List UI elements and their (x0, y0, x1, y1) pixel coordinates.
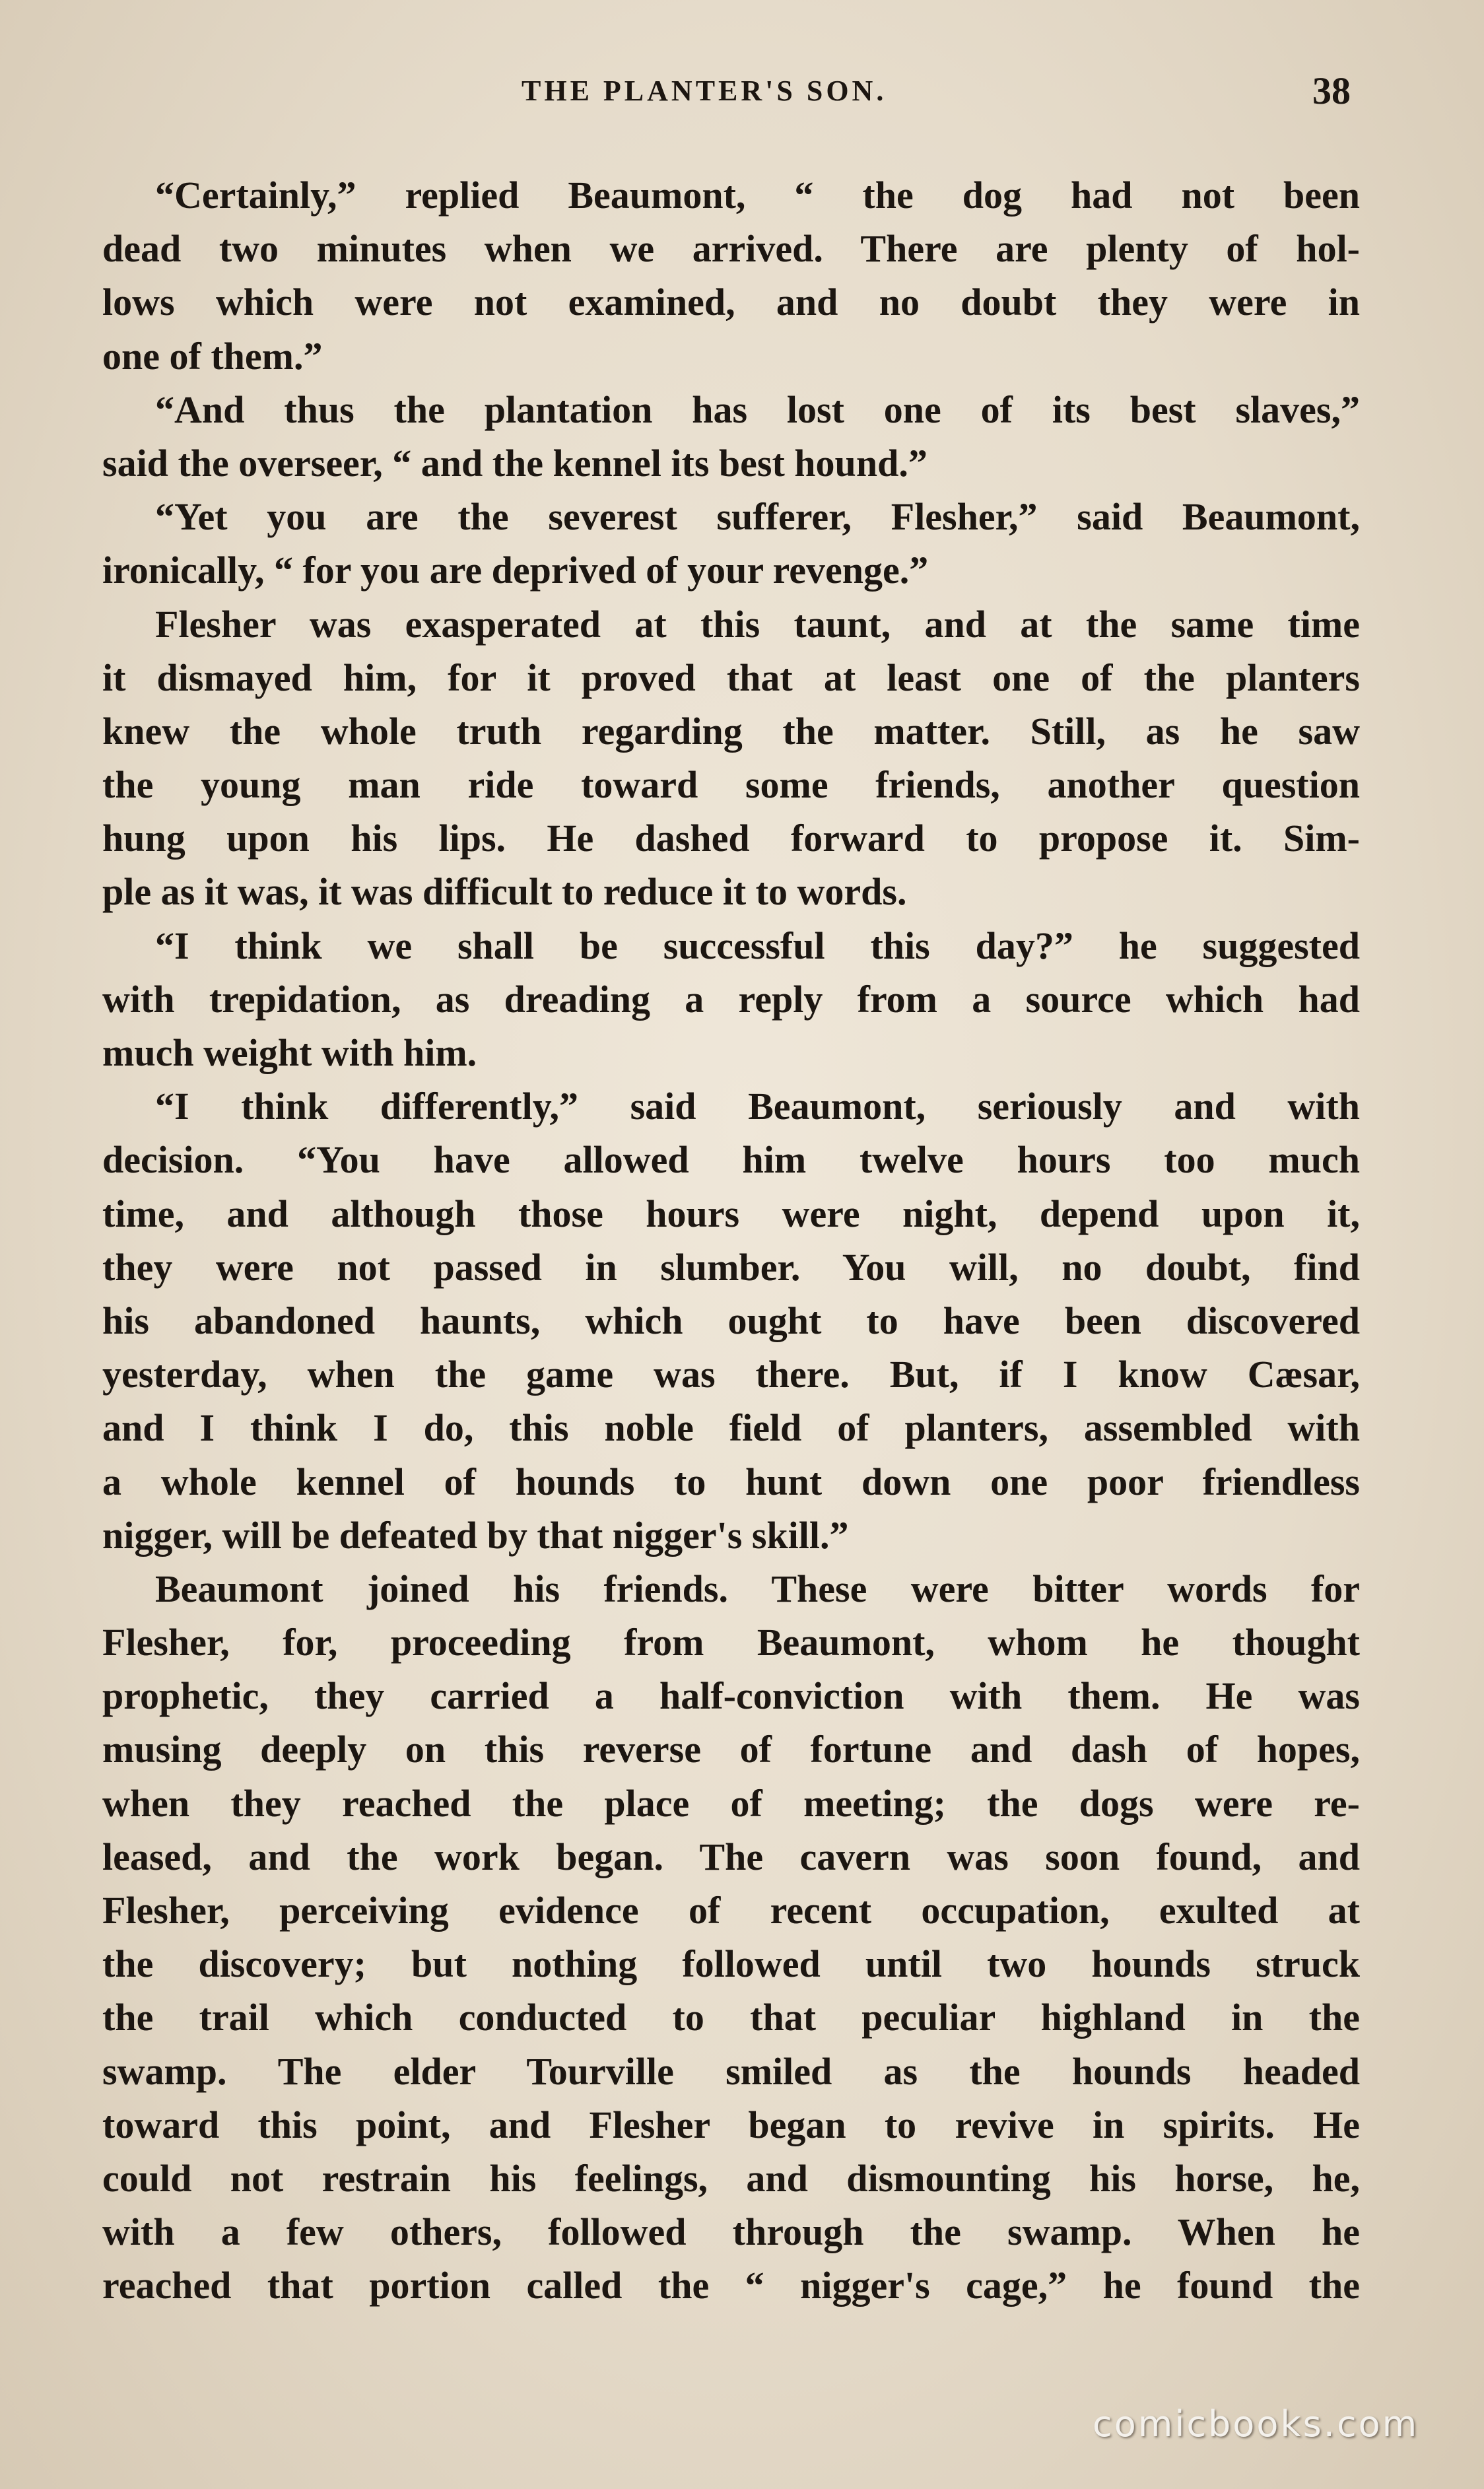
text-line: and I think I do, this noble field of planters, assembled with (102, 1406, 1360, 1450)
text-line: a whole kennel of hounds to hunt down one poor friendless (102, 1460, 1360, 1503)
text-line: Flesher, for, proceeding from Beaumont, whom he thought (102, 1621, 1360, 1664)
text-line: yesterday, when the game was there. But, if I know Cæsar, (102, 1353, 1360, 1396)
text-line: the young man ride toward some friends, another question (102, 763, 1360, 807)
text-line: “Certainly,” replied Beaumont, “ the dog had not been (155, 174, 1360, 217)
running-title: THE PLANTER'S SON. (522, 75, 887, 107)
text-line: with a few others, followed through the swamp. When he (102, 2210, 1360, 2254)
text-line: knew the whole truth regarding the matter. Still, as he saw (102, 709, 1360, 753)
text-line: said the overseer, “ and the kennel its best hound.” (102, 441, 928, 485)
text-line: reached that portion called the “ nigger's cage,” he found the (102, 2264, 1360, 2307)
text-line: his abandoned haunts, which ought to have been discovered (102, 1299, 1360, 1342)
text-line: “And thus the plantation has lost one of its best slaves,” (155, 388, 1360, 431)
text-line: could not restrain his feelings, and dismounting his horse, he, (102, 2156, 1360, 2200)
body-text (102, 168, 1360, 2313)
watermark: comicbooks.com (1093, 2403, 1419, 2445)
text-line: when they reached the place of meeting; the dogs were re- (102, 1781, 1360, 1825)
text-line: musing deeply on this reverse of fortune and dash of hopes, (102, 1728, 1360, 1771)
text-line: they were not passed in slumber. You will, no doubt, find (102, 1245, 1360, 1289)
text-line: lows which were not examined, and no doubt they were in (102, 281, 1360, 324)
text-line: toward this point, and Flesher began to revive in spirits. He (102, 2103, 1360, 2146)
text-line: leased, and the work began. The cavern was soon found, and (102, 1835, 1360, 1878)
text-line: “I think differently,” said Beaumont, seriously and with (155, 1085, 1360, 1128)
text-line: dead two minutes when we arrived. There are plenty of hol- (102, 227, 1360, 271)
text-line: one of them.” (102, 334, 323, 378)
text-line: “Yet you are the severest sufferer, Flesher,” said Beaumont, (155, 495, 1360, 539)
text-line: ironically, “ for you are deprived of your revenge.” (102, 549, 929, 592)
text-line: decision. “You have allowed him twelve hours too much (102, 1138, 1360, 1182)
text-line: the trail which conducted to that peculiar highland in the (102, 1996, 1360, 2039)
text-line: hung upon his lips. He dashed forward to propose it. Sim- (102, 817, 1360, 860)
text-line: nigger, will be defeated by that nigger's skill.” (102, 1513, 849, 1557)
text-line: it dismayed him, for it proved that at least one of the planters (102, 656, 1360, 699)
text-line: swamp. The elder Tourville smiled as the hounds headed (102, 2049, 1360, 2093)
text-line: prophetic, they carried a half-conviction with them. He was (102, 1674, 1360, 1718)
page-number: 38 (1312, 69, 1351, 112)
text-line: Flesher was exasperated at this taunt, and at the same time (155, 602, 1360, 646)
text-line: much weight with him. (102, 1031, 477, 1074)
text-line: Flesher, perceiving evidence of recent occupation, exulted at (102, 1889, 1360, 1932)
text-line: Beaumont joined his friends. These were bitter words for (155, 1567, 1360, 1610)
text-line: ple as it was, it was difficult to reduce it to words. (102, 870, 907, 914)
text-line: time, and although those hours were night, depend upon it, (102, 1192, 1360, 1235)
text-line: the discovery; but nothing followed until two hounds struck (102, 1942, 1360, 1986)
text-line: “I think we shall be successful this day?” he suggested (155, 924, 1360, 967)
text-line: with trepidation, as dreading a reply from a source which had (102, 977, 1360, 1021)
page-header (0, 69, 1484, 120)
